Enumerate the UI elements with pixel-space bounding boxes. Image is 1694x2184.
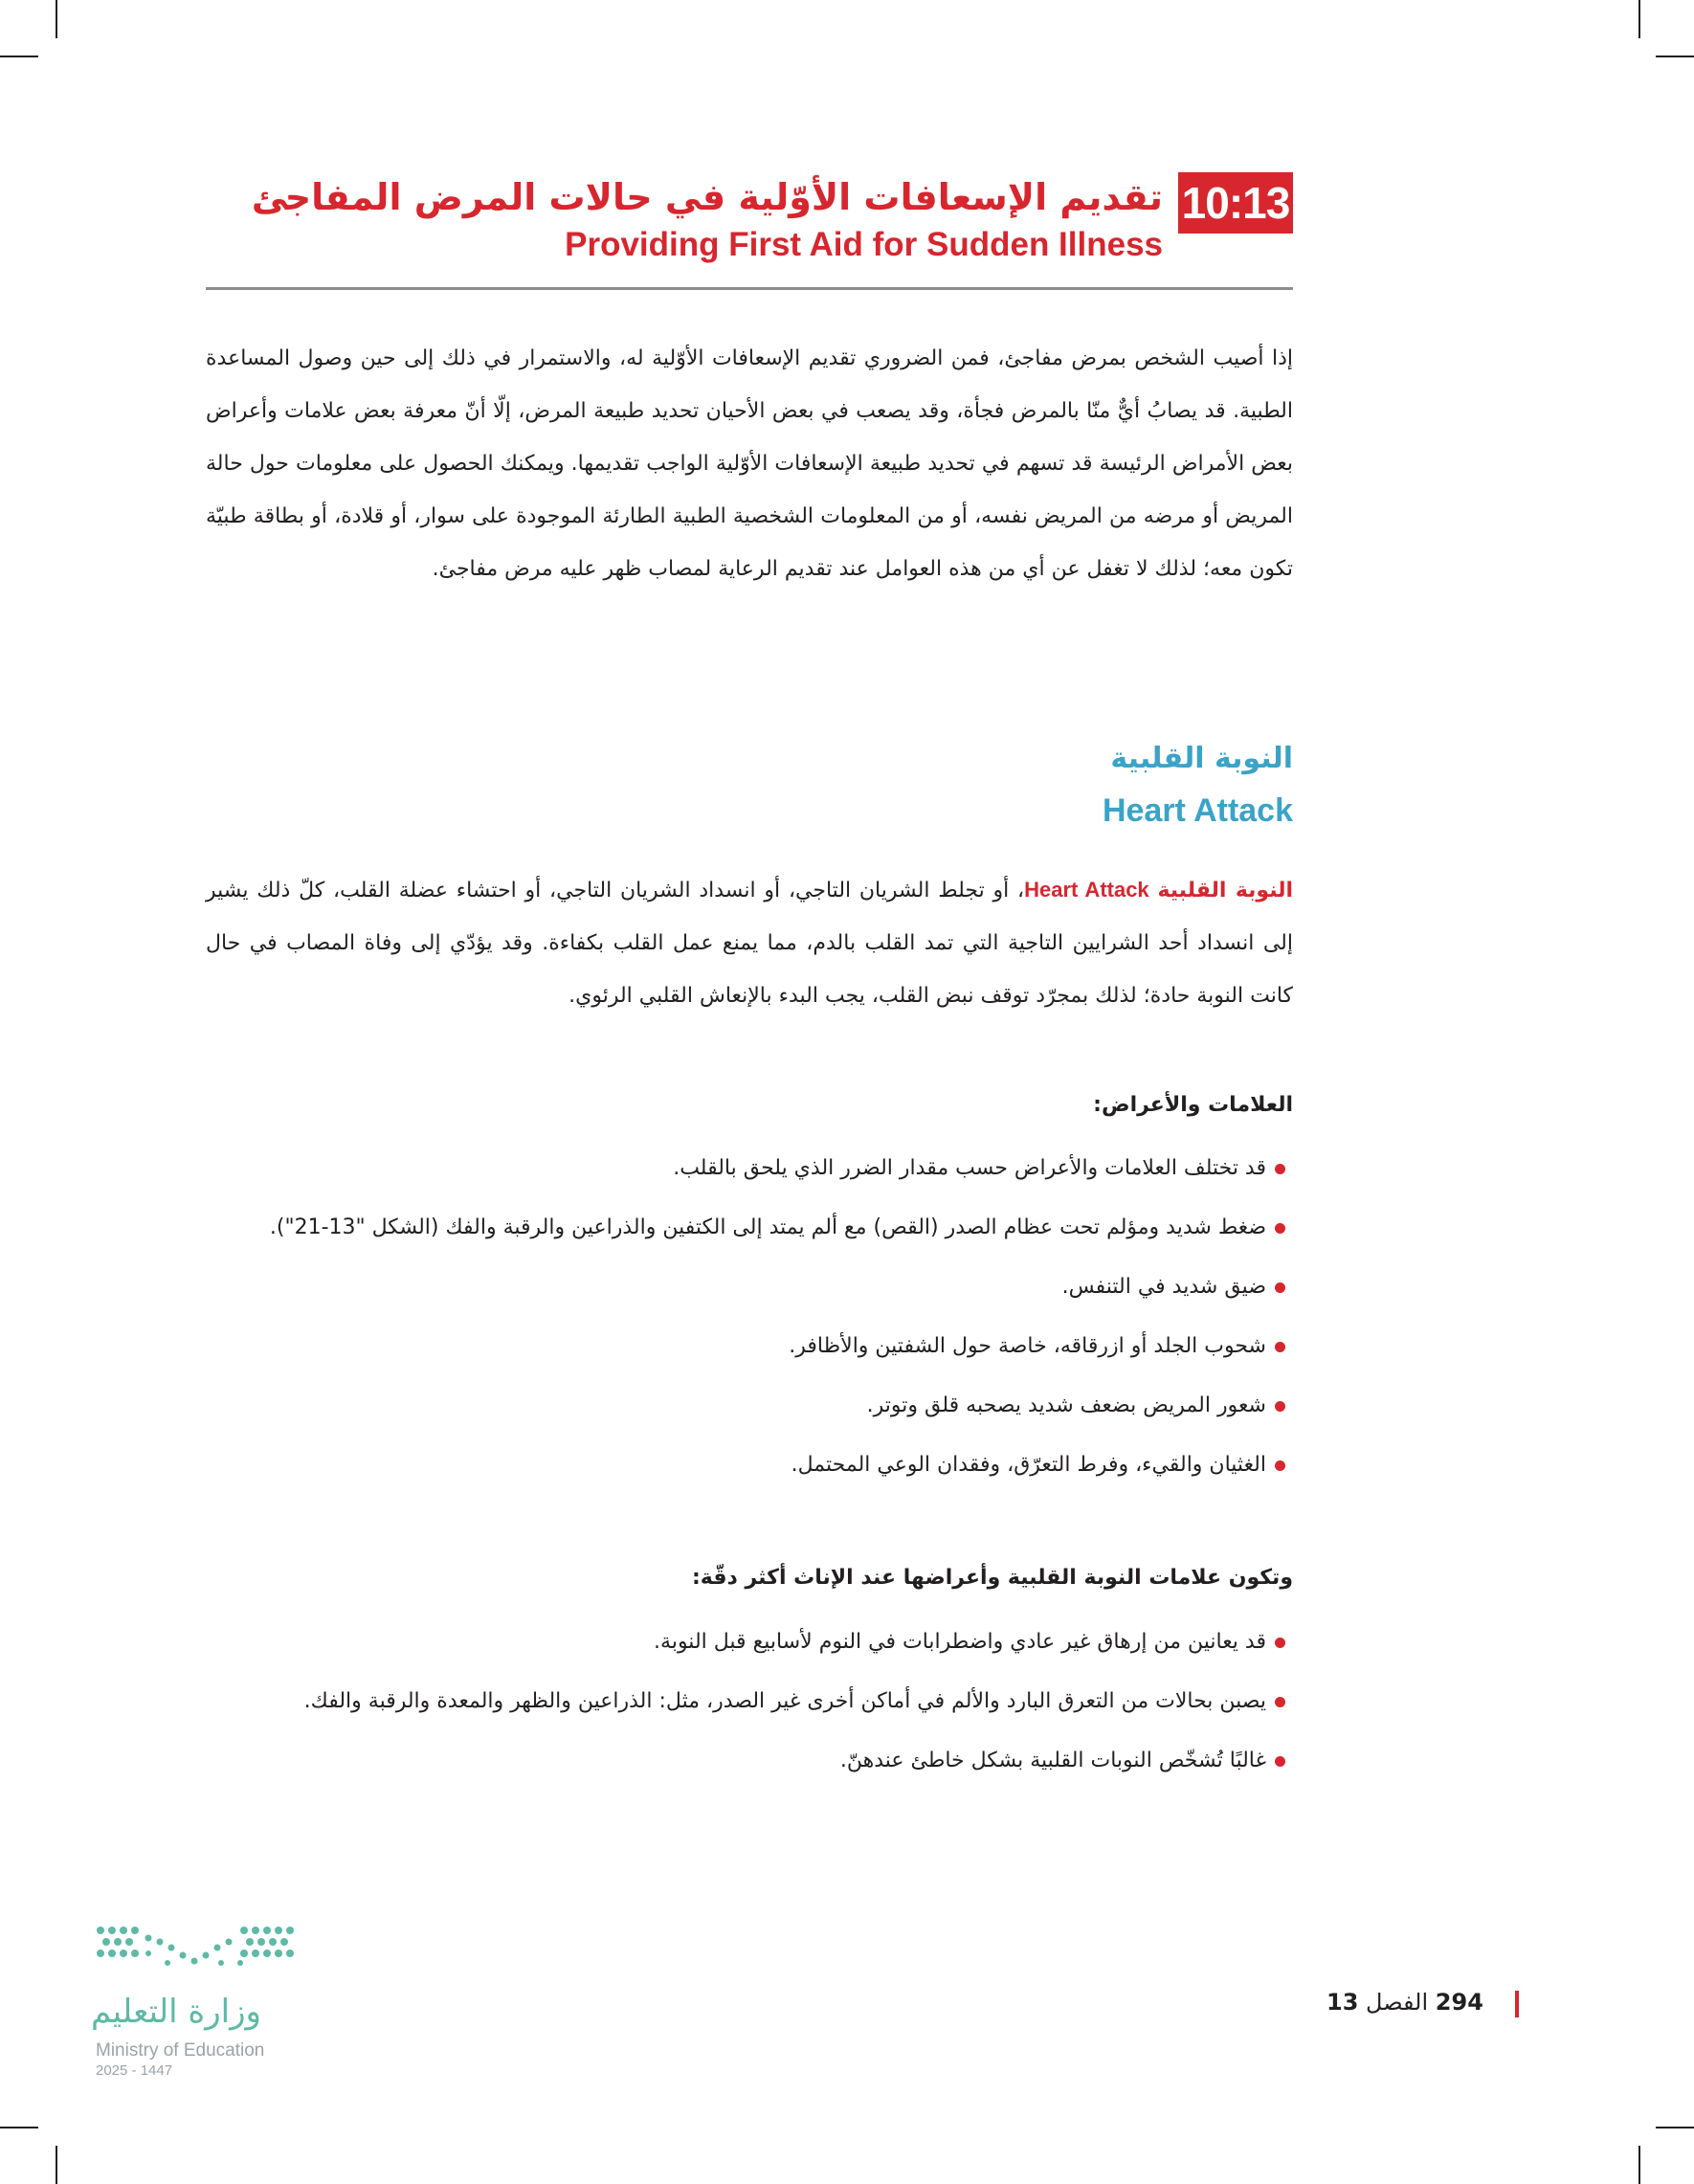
bullet-icon <box>1275 1638 1285 1648</box>
section-title-arabic: تقديم الإسعافات الأوّلية في حالات المرض المفاجئ <box>251 176 1163 218</box>
bullet-icon <box>1275 1282 1285 1293</box>
term-english: Heart Attack <box>1024 878 1149 902</box>
bullet-icon <box>1275 1342 1285 1352</box>
list-item-text: قد يعانين من إرهاق غير عادي واضطرابات في النوم لأسابيع قبل النوبة. <box>654 1630 1266 1654</box>
ministry-logo-icon <box>91 1919 301 1995</box>
chapter-label: الفصل <box>1366 1989 1429 2016</box>
list-item <box>206 1203 1266 1253</box>
section-header <box>206 163 1293 292</box>
list-item <box>206 1322 1266 1371</box>
list-item-text: ضغط شديد ومؤلم تحت عظام الصدر (القص) مع ألم يمتد إلى الكتفين والذراعين والرقبة والفك (الشكل "13-21"). <box>269 1215 1266 1239</box>
ministry-year: 2025 - 1447 <box>96 2062 173 2079</box>
women-signs-list <box>206 1617 1266 1795</box>
list-item-text: قد تختلف العلامات والأعراض حسب مقدار الضرر الذي يلحق بالقلب. <box>673 1156 1266 1180</box>
bullet-icon <box>1275 1401 1285 1412</box>
heart-attack-paragraph <box>206 863 1293 1022</box>
crop-mark <box>56 2146 57 2184</box>
crop-mark <box>0 56 38 57</box>
page-number: 294 <box>1435 1989 1483 2016</box>
list-item-text: شعور المريض بضعف شديد يصحبه قلق وتوتر. <box>866 1393 1266 1417</box>
ministry-name-english: Ministry of Education <box>96 2040 265 2061</box>
bullet-icon <box>1275 1223 1285 1234</box>
crop-mark <box>0 2127 38 2128</box>
crop-mark <box>1638 2146 1640 2184</box>
list-item-text: الغثيان والقيء، وفرط التعرّق، وفقدان الوعي المحتمل. <box>791 1453 1266 1477</box>
signs-label: العلامات والأعراض: <box>1093 1093 1293 1117</box>
list-item-text: ضيق شديد في التنفس. <box>1061 1275 1266 1299</box>
list-item <box>206 1617 1266 1667</box>
list-item <box>206 1736 1266 1786</box>
intro-paragraph: إذا أصيب الشخص بمرض مفاجئ، فمن الضروري تقديم الإسعافات الأوّلية له، والاستمرار في ذلك إلى حين وصول المساعدة الطبية. قد يصابُ أيٌّ منّا بالمرض فجأة، وقد يصعب في بعض الأحيان تحديد طبيعة المرض، إلّا أنّ معرفة بعض علامات وأعراض بعض الأمراض الرئيسة قد تسهم في تحديد طبيعة الإسعافات الأوّلية الواجب تقديمها. ويمكنك الحصول على معلومات حول حالة المريض أو مرضه من المريض نفسه، أو من المعلومات الشخصية الطبية الطارئة الموجودة على سوار، أو قلادة، أو بطاقة طبيّة تكون معه؛ لذلك لا تغفل عن أي من هذه العوامل عند تقديم الرعاية لمصاب ظهر عليه مرض مفاجئ. <box>206 346 1293 581</box>
signs-list <box>206 1144 1266 1500</box>
bullet-icon <box>1275 1460 1285 1471</box>
list-item-text: شحوب الجلد أو ازرقاقه، خاصة حول الشفتين والأظافر. <box>789 1334 1266 1358</box>
header-divider <box>206 287 1293 290</box>
list-item <box>206 1677 1266 1727</box>
list-item-text: يصبن بحالات من التعرق البارد والألم في أماكن أخرى غير الصدر، مثل: الذراعين والظهر والمعدة والرقبة والفك. <box>303 1689 1266 1713</box>
bullet-icon <box>1275 1697 1285 1707</box>
women-signs-label: وتكون علامات النوبة القلبية وأعراضها عند الإناث أكثر دقّة: <box>691 1566 1293 1590</box>
section-title-english: Providing First Aid for Sudden Illness <box>565 226 1163 263</box>
crop-mark <box>56 0 57 38</box>
section-number: 10:13 <box>1178 172 1293 234</box>
list-item <box>206 1144 1266 1193</box>
bullet-icon <box>1275 1756 1285 1767</box>
term-arabic: النوبة القلبية <box>1157 879 1293 903</box>
chapter-number: 13 <box>1326 1989 1359 2016</box>
crop-mark <box>1656 56 1694 57</box>
heart-attack-text: ، أو تجلط الشريان التاجي، أو انسداد الشريان التاجي، أو احتشاء عضلة القلب، كلّ ذلك يشير إلى انسداد أحد الشرايين التاجية التي تمد القلب بالدم، مما يمنع عمل القلب بكفاءة. وقد يؤدّي إلى وفاة المصاب في حال كانت النوبة حادة؛ لذلك بمجرّد توقف نبض القلب، يجب البدء بالإنعاش القلبي الرئوي. <box>206 879 1293 1008</box>
bullet-icon <box>1275 1164 1285 1174</box>
subsection-title-english: Heart Attack <box>1102 792 1293 829</box>
ministry-name-arabic: وزارة التعليم <box>91 1993 261 2031</box>
crop-mark <box>1656 2127 1694 2128</box>
list-item <box>206 1440 1266 1490</box>
subsection-title-arabic: النوبة القلبية <box>1110 742 1293 775</box>
page-footer <box>1326 1989 1483 2016</box>
footer-accent-bar <box>1515 1991 1519 2017</box>
list-item-text: غالبًا تُشخّص النوبات القلبية بشكل خاطئ عندهنّ. <box>839 1749 1266 1772</box>
crop-mark <box>1638 0 1640 38</box>
list-item <box>206 1381 1266 1431</box>
list-item <box>206 1262 1266 1312</box>
